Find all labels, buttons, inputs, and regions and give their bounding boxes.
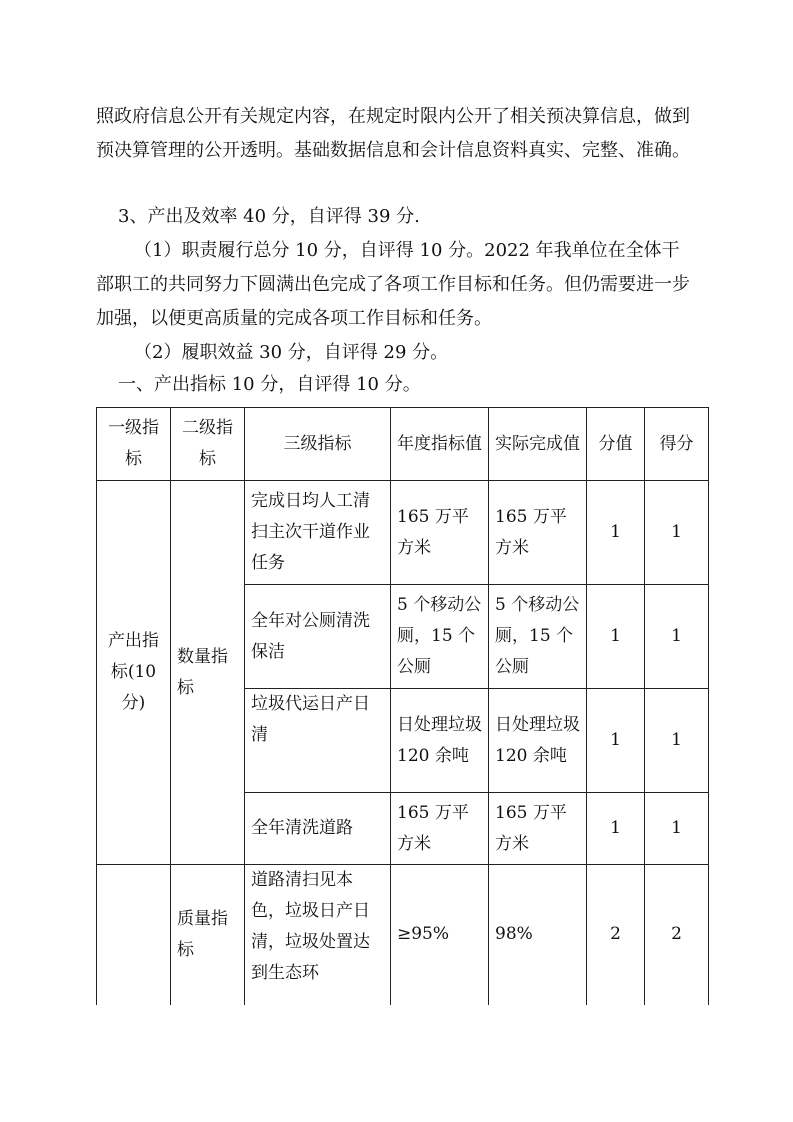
table-header-row [97, 408, 709, 481]
level3-cell: 全年对公厕清洗保洁 [245, 585, 391, 689]
value-cell: 1 [587, 585, 645, 689]
value-cell: 1 [587, 793, 645, 865]
actual-cell: 日处理垃圾 120 余吨 [489, 689, 587, 793]
target-cell: ≥95% [391, 865, 489, 1005]
level3-cell: 完成日均人工清扫主次干道作业任务 [245, 481, 391, 585]
table-row [97, 865, 709, 1005]
header-actual-value: 实际完成值 [489, 408, 587, 481]
level1-cell: 产出指标(10分) [97, 481, 171, 865]
value-cell: 1 [587, 689, 645, 793]
score-cell: 1 [645, 793, 709, 865]
score-cell: 2 [645, 865, 709, 1005]
paragraph-disclosure: 照政府信息公开有关规定内容，在规定时限内公开了相关预决算信息，做到预决算管理的公开透明。基础数据信息和会计信息资料真实、完整、准确。 [96, 106, 690, 161]
level3-cell: 全年清洗道路 [245, 793, 391, 865]
level2-quantity-cell: 数量指标 [171, 481, 245, 865]
level3-cell: 垃圾代运日产日清 [245, 689, 391, 793]
header-level1: 一级指标 [97, 408, 171, 481]
score-cell: 1 [645, 481, 709, 585]
actual-cell: 98% [489, 865, 587, 1005]
paragraph-output-indicator: 一、产出指标 10 分，自评得 10 分。 [118, 374, 421, 395]
actual-cell: 5 个移动公厕，15 个公厕 [489, 585, 587, 689]
header-score: 得分 [645, 408, 709, 481]
level2-quality-cell: 质量指标 [171, 865, 245, 1005]
target-cell: 5 个移动公厕，15 个公厕 [391, 585, 489, 689]
paragraph-duty-benefit: （2）履职效益 30 分，自评得 29 分。 [134, 342, 449, 363]
target-cell: 165 万平方米 [391, 481, 489, 585]
header-level2: 二级指标 [171, 408, 245, 481]
target-cell: 165 万平方米 [391, 793, 489, 865]
actual-cell: 165 万平方米 [489, 481, 587, 585]
score-cell: 1 [645, 689, 709, 793]
level1-continued-cell [97, 865, 171, 1005]
indicator-table [96, 407, 709, 1005]
header-level3: 三级指标 [245, 408, 391, 481]
target-cell: 日处理垃圾 120 余吨 [391, 689, 489, 793]
score-cell: 1 [645, 585, 709, 689]
value-cell: 2 [587, 865, 645, 1005]
header-point-value: 分值 [587, 408, 645, 481]
paragraph-duty-performance: （1）职责履行总分 10 分，自评得 10 分。2022 年我单位在全体干部职工的共同努力下圆满出色完成了各项工作目标和任务。但仍需要进一步加强，以便更高质量的完成各项工作目标和任务。 [96, 240, 690, 329]
value-cell: 1 [587, 481, 645, 585]
paragraph-output-efficiency: 3、产出及效率 40 分，自评得 39 分. [118, 206, 420, 227]
table-row [97, 481, 709, 585]
actual-cell: 165 万平方米 [489, 793, 587, 865]
level3-cell: 道路清扫见本色，垃圾日产日清，垃圾处置达到生态环 [245, 865, 391, 1005]
header-annual-target: 年度指标值 [391, 408, 489, 481]
